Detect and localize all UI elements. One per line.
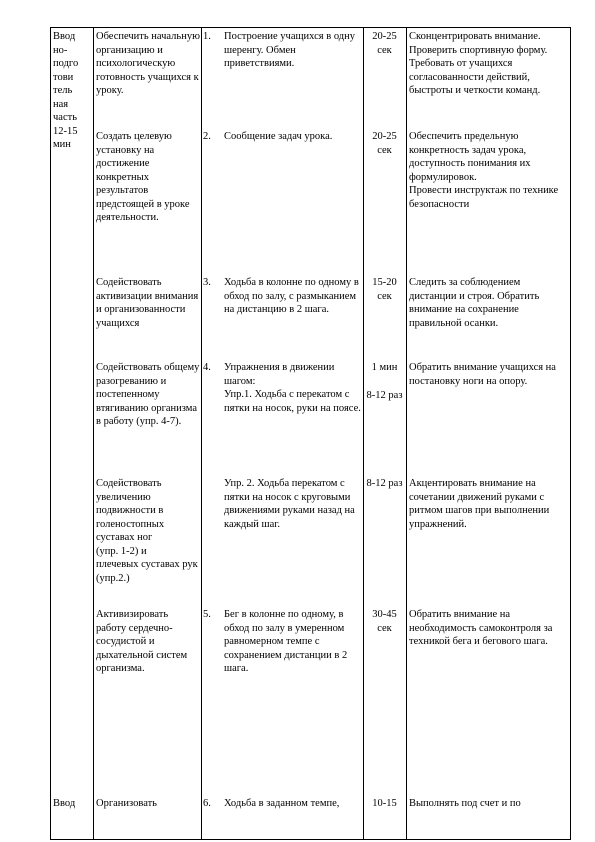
dosage-text-extra: 8-12 раз: [366, 389, 403, 401]
dosage-cell: 20-25 сек: [372, 131, 397, 156]
content-cell: [203, 608, 363, 676]
exercise-content: Построение учащихся в одну шеренгу. Обмен приветствиями.: [224, 31, 355, 69]
task-cell: [96, 477, 200, 585]
lesson-part-line: Ввод: [53, 31, 76, 42]
lesson-part-line: ная: [53, 98, 69, 110]
method-cell: Акцентировать внимание на сочетании движений руками с ритмом шагов при выполнении упражнений.: [409, 478, 550, 530]
column-divider-1: [93, 27, 94, 840]
task-cell: Содействовать общему разогреванию и постепенному втягиванию организма в работу (упр. 4-7).: [96, 362, 200, 427]
lesson-part-line: но-: [53, 44, 68, 56]
table-right-border: [570, 27, 571, 840]
task-text-extra: (упр. 1-2) и: [96, 545, 147, 557]
task-cell: Создать целевую установку на достижение конкретных результатов предстоящей в уроке деятельности.: [96, 131, 190, 223]
dosage-cell: 30-45 сек: [372, 609, 397, 634]
exercise-content: Сообщение задач урока.: [224, 131, 333, 142]
content-cell: [203, 130, 363, 144]
lesson-part-cell: [53, 30, 89, 152]
lesson-part-line: часть: [53, 112, 77, 123]
exercise-number: 4.: [203, 362, 211, 373]
lesson-part-line: тель: [53, 85, 73, 96]
exercise-content: Ходьба в колонне по одному в обход по залу, с размыканием на дистанцию в 2 шага.: [224, 277, 359, 315]
task-cell: Активизировать работу сердечно-сосудистой и дыхательной систем организма.: [96, 609, 188, 674]
table-top-border: [50, 27, 571, 28]
task-text: Содействовать увеличению подвижности в голеностопных суставах ног: [96, 478, 165, 543]
exercise-number: 3.: [203, 277, 211, 288]
method-cell: Обратить внимание учащихся на постановку ноги на опору.: [409, 362, 556, 387]
exercise-number: 5.: [203, 609, 211, 620]
exercise-content-extra: Упр.1. Ходьба с перекатом с пятки на носок, руки на поясе.: [224, 389, 361, 414]
lesson-part-cell: [53, 797, 89, 811]
exercise-number: 2.: [203, 131, 211, 142]
task-cell: Организовать: [96, 798, 157, 809]
dosage-text: 1 мин: [371, 362, 398, 373]
lesson-part-line: подго: [53, 58, 79, 69]
dosage-cell: 20-25 сек: [372, 31, 397, 56]
task-text-extra: плечевых суставах рук (упр.2.): [96, 559, 198, 584]
content-cell: [203, 30, 363, 71]
method-cell: Обратить внимание на необходимость самоконтроля за техникой бега и бегового шага.: [409, 609, 553, 647]
task-cell: Обеспечить начальную организацию и психологическую готовность учащихся к уроку.: [96, 31, 200, 96]
lesson-part-duration: 12-15: [53, 125, 78, 137]
content-cell: [203, 797, 363, 811]
exercise-number: [203, 477, 224, 531]
exercise-content: Упр. 2. Ходьба перекатом с пятки на носок с круговыми движениями руками назад на каждый шаг.: [224, 478, 355, 530]
content-cell: [203, 361, 363, 415]
dosage-cell: [364, 361, 405, 402]
column-divider-4: [406, 27, 407, 840]
table-left-border: [50, 27, 51, 840]
table-bottom-border: [50, 839, 571, 840]
content-cell: [203, 477, 363, 531]
method-cell: [409, 130, 569, 211]
method-cell: Сконцентрировать внимание. Проверить спортивную форму. Требовать от учащихся согласованности действий, быстроты и четкости команд.: [409, 31, 548, 96]
lesson-part-line: тови: [53, 71, 74, 83]
method-cell: Выполнять под счет и по: [409, 798, 521, 809]
content-cell: [203, 276, 363, 317]
method-text: Обеспечить предельную конкретность задач урока, доступность понимания их формулировок.: [409, 131, 531, 183]
dosage-cell: 15-20 сек: [372, 277, 397, 302]
exercise-content: Упражнения в движении шагом:: [224, 362, 335, 387]
column-divider-2: [201, 27, 202, 840]
dosage-cell: 8-12 раз: [366, 478, 403, 489]
method-cell: Следить за соблюдением дистанции и строя. Обратить внимание на сохранение правильной осанки.: [409, 277, 540, 329]
exercise-content: Бег в колонне по одному, в обход по залу в умеренном равномерном темпе с сохранением дистанции в 2 шага.: [224, 609, 348, 674]
dosage-cell: 10-15: [372, 798, 397, 809]
method-text-extra: Провести инструктаж по технике безопасности: [409, 185, 559, 210]
exercise-number: 1.: [203, 31, 211, 42]
task-cell: Содействовать активизации внимания и организованности учащихся: [96, 277, 199, 329]
lesson-part-duration-unit: мин: [53, 139, 71, 150]
exercise-content: Ходьба в заданном темпе,: [224, 798, 340, 809]
exercise-number: 6.: [203, 798, 211, 809]
lesson-part-line: Ввод: [53, 798, 76, 809]
